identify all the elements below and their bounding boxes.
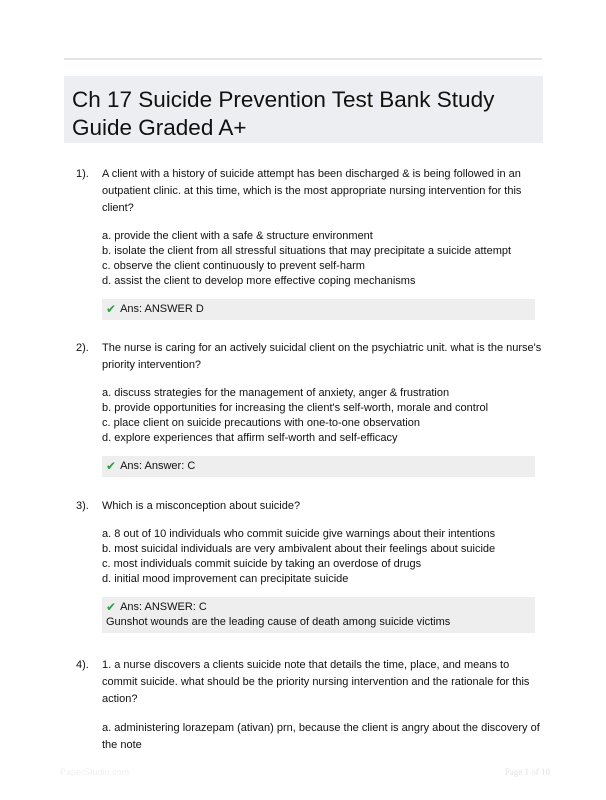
question-2 (64, 340, 544, 477)
option-a: a. administering lorazepam (ativan) prn, because the client is angry about the discovery of the note (102, 722, 540, 751)
option-d: d. explore experiences that affirm self-worth and self-efficacy (102, 432, 398, 444)
footer-page-number: Page 1 of 10 (504, 767, 550, 777)
question-number: 1). (76, 168, 89, 180)
question-text: 1. a nurse discovers a clients suicide note that details the time, place, and means to commit suicide. what should be the priority nursing intervention and the rationale for this action? (102, 659, 530, 705)
top-divider (64, 58, 542, 60)
check-icon: ✔ (106, 302, 117, 316)
footer-site-watermark: PaperStudio.com (60, 767, 130, 777)
answer-text: Ans: ANSWER D (120, 303, 204, 315)
options-list (102, 229, 542, 289)
option-a: a. 8 out of 10 individuals who commit suicide give warnings about their intentions (102, 528, 496, 540)
question-number: 3). (76, 500, 89, 512)
option-a: a. provide the client with a safe & structure environment (102, 230, 373, 242)
answer-rationale: Gunshot wounds are the leading cause of death among suicide victims (106, 616, 451, 628)
question-text: Which is a misconception about suicide? (102, 500, 301, 512)
question-text: A client with a history of suicide attempt has been discharged & is being followed in an outpatient clinic. at this time, which is the most appropriate nursing intervention for this client? (102, 168, 522, 214)
check-icon: ✔ (106, 459, 117, 473)
option-c: c. most individuals commit suicide by taking an overdose of drugs (102, 558, 422, 570)
option-b: b. provide opportunities for increasing the client's self-worth, morale and control (102, 402, 489, 414)
question-3 (64, 498, 544, 633)
question-4 (64, 657, 544, 754)
option-d: d. assist the client to develop more effective coping mechanisms (102, 275, 416, 287)
option-b: b. isolate the client from all stressful situations that may precipitate a suicide attempt (102, 245, 512, 257)
question-text: The nurse is caring for an actively suicidal client on the psychiatric unit. what is the nurse's priority intervention? (102, 342, 542, 371)
option-a: a. discuss strategies for the management of anxiety, anger & frustration (102, 387, 450, 399)
check-icon: ✔ (106, 600, 117, 614)
option-b: b. most suicidal individuals are very ambivalent about their feelings about suicide (102, 543, 496, 555)
question-number: 2). (76, 342, 89, 354)
option-c: c. place client on suicide precautions with one-to-one observation (102, 417, 420, 429)
answer-text: Ans: ANSWER: C (120, 601, 207, 613)
answer-text: Ans: Answer: C (120, 460, 196, 472)
answer-box (102, 456, 535, 477)
option-c: c. observe the client continuously to prevent self-harm (102, 260, 365, 272)
answer-box (102, 597, 535, 633)
option-d: d. initial mood improvement can precipitate suicide (102, 573, 349, 585)
options-list (102, 720, 542, 754)
page-title: Ch 17 Suicide Prevention Test Bank Study Guide Graded A+ (72, 87, 495, 140)
question-number: 4). (76, 659, 89, 671)
title-banner (64, 76, 543, 143)
options-list (102, 527, 542, 587)
options-list (102, 386, 542, 446)
question-1 (64, 166, 544, 320)
answer-box (102, 299, 535, 320)
